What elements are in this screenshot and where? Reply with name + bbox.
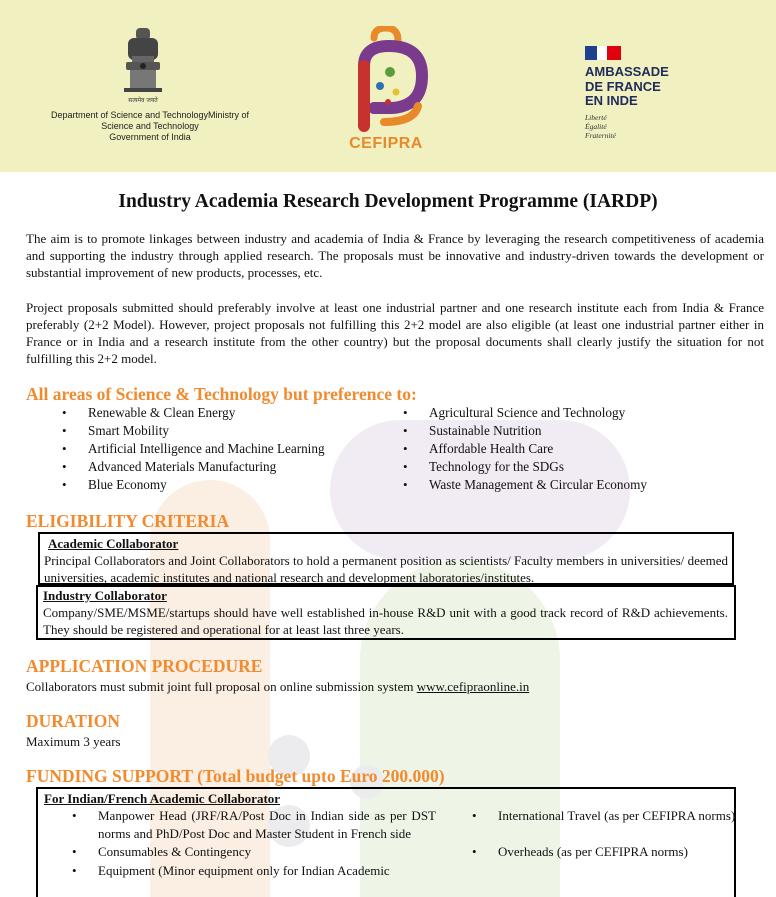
- french-republic-flag-icon: [585, 46, 621, 60]
- dst-line: Government of India: [109, 132, 191, 142]
- list-item: • Consumables & Contingency: [56, 843, 436, 861]
- academic-collaborator-box: [38, 532, 734, 585]
- cefipra-online-link[interactable]: www.cefipraonline.in: [416, 679, 530, 694]
- list-item: • Overheads (as per CEFIPRA norms): [456, 843, 736, 861]
- application-text: [26, 678, 529, 695]
- industry-collaborator-text: Company/SME/MSME/startups should have well established in-house R&D unit with a good track record of R&D achievements. They should be registered and operational for at least last three years.: [43, 605, 728, 637]
- list-item: • Smart Mobility: [50, 422, 380, 440]
- areas-list-left: [50, 404, 380, 494]
- funding-box-title: For Indian/French Academic Collaborator: [44, 791, 281, 806]
- eligibility-heading: ELIGIBILITY CRITERIA: [26, 511, 230, 531]
- list-item: • Blue Economy: [50, 476, 380, 494]
- proposal-paragraph: Project proposals submitted should preferably involve at least one industrial partner and one research institute each from India & France preferably (2+2 Model). However, project proposals not fulfilling this 2+2 model are also eligible (at least one industrial partner either in France or in India and a research institute from the other country) but the proposal documents shall clearly justify the situation for not fulfilling this 2+2 model.: [26, 300, 764, 366]
- academic-collaborator-title: Academic Collaborator: [48, 536, 179, 551]
- application-sentence: Collaborators must submit joint full proposal on online submission system: [26, 679, 417, 694]
- list-item: • International Travel (as per CEFIPRA norms): [456, 807, 736, 825]
- french-motto: [585, 113, 645, 140]
- areas-list-right: [391, 404, 751, 494]
- industry-collaborator-title: Industry Collaborator: [43, 588, 167, 603]
- list-item: • Technology for the SDGs: [391, 458, 751, 476]
- intro-paragraph: The aim is to promote linkages between industry and academia of India & France by leveraging the research competitiveness of academia and supporting the industry through applied research. The proposals must be innovative and industry-driven towards the development or substantial improvement of new products, processes, etc.: [26, 231, 764, 280]
- cefipra-logo-icon: [344, 26, 434, 136]
- page-title: Industry Academia Research Development Programme (IARDP): [118, 191, 658, 212]
- list-item: • Equipment (Minor equipment only for Indian Academic: [56, 862, 436, 880]
- list-item: • Advanced Materials Manufacturing: [50, 458, 380, 476]
- page-header: [0, 0, 776, 172]
- list-item: • Sustainable Nutrition: [391, 422, 751, 440]
- dst-line: Department of Science and TechnologyMinistry of: [51, 110, 249, 120]
- list-item: • Affordable Health Care: [391, 440, 751, 458]
- areas-heading: All areas of Science & Technology but preference to:: [26, 384, 417, 404]
- embassy-name: [585, 65, 725, 109]
- list-item: • Agricultural Science and Technology: [391, 404, 751, 422]
- list-item: • Renewable & Clean Energy: [50, 404, 380, 422]
- dst-line: Science and Technology: [101, 121, 199, 131]
- embassy-line: DE FRANCE: [585, 78, 661, 94]
- cefipra-name: CEFIPRA: [349, 135, 423, 152]
- embassy-line: AMBASSADE: [585, 64, 669, 79]
- funding-list-right: [456, 807, 736, 861]
- motto-line: Liberté: [585, 113, 607, 122]
- funding-heading: FUNDING SUPPORT (Total budget upto Euro 200.000): [26, 766, 445, 786]
- motto-line: Fraternité: [585, 131, 616, 140]
- funding-list-left: [56, 807, 436, 880]
- industry-collaborator-box: [36, 585, 736, 640]
- emblem-motto: सत्यमेव जयते: [128, 97, 158, 104]
- list-item: • Artificial Intelligence and Machine Learning: [50, 440, 380, 458]
- embassy-line: EN INDE: [585, 93, 638, 108]
- dst-department-text: [20, 110, 280, 143]
- motto-line: Égalité: [585, 122, 607, 131]
- list-item: • Waste Management & Circular Economy: [391, 476, 751, 494]
- national-emblem-icon: [118, 26, 168, 96]
- duration-heading: DURATION: [26, 711, 120, 731]
- application-heading: APPLICATION PROCEDURE: [26, 656, 263, 676]
- duration-text: Maximum 3 years: [26, 734, 121, 749]
- academic-collaborator-text: Principal Collaborators and Joint Collaborators to hold a permanent position as scientists/ Faculty members in universities/ deemed universities, academic institutes and national research and development laboratories/institutes.: [44, 553, 728, 585]
- list-item: • Manpower Head (JRF/RA/Post Doc in Indian side as per DST norms and PhD/Post Doc and Master Student in French side: [56, 807, 436, 842]
